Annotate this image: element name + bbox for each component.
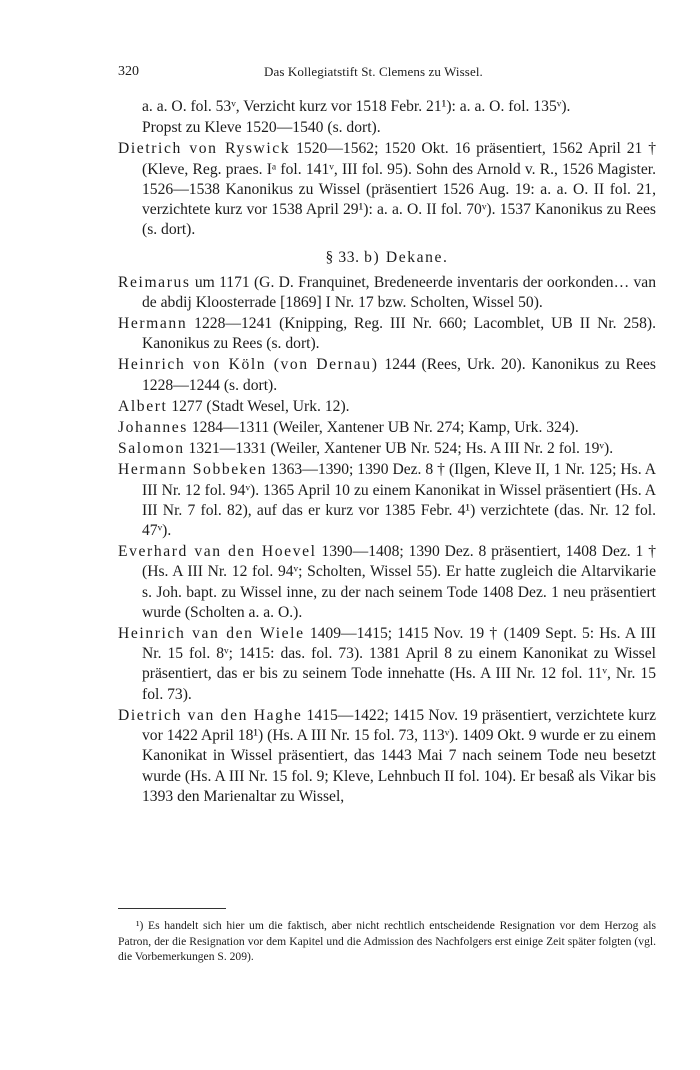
entry-text: 1228—1241 (Knipping, Reg. III Nr. 660; Lacomblet, UB II Nr. 258). Kanonikus zu Rees (s. dort). bbox=[142, 315, 656, 353]
page-body bbox=[118, 97, 656, 808]
footnote-text: Es handelt sich hier um die faktisch, aber nicht rechtlich entscheidende Resignation vor dem Herzog als Patron, der die Resignation vor dem Kapitel und die Admission des Nachfolgers erst einige Zeit später folgten (vgl. die Vorbemerkungen S. 209). bbox=[118, 919, 656, 963]
entry-everhard-van-den-hoevel bbox=[118, 542, 656, 623]
entry-johannes bbox=[118, 418, 656, 438]
entry-name: Dietrich van den Haghe bbox=[118, 706, 303, 724]
entry-text: um 1171 (G. D. Franquinet, Bredeneerde inventaris der oorkonden… van de abdij Kloosterrade [1869] I Nr. 17 bzw. Scholten, Wissel 50). bbox=[142, 273, 656, 311]
entry-text: 1244 (Rees, Urk. 20). Kanonikus zu Rees 1228—1244 (s. dort). bbox=[142, 356, 656, 394]
entry-text: 1409—1415; 1415 Nov. 19 † (1409 Sept. 5: Hs. A III Nr. 15 fol. 8ᵛ; 1415: das. fol. 73). 1381 April 8 zu einem Kanonikat zu Wissel präsentiert, das er bis zu seinem Tode innehatte (Hs. A III Nr. 12 fol. 11ᵛ, Nr. 15 fol. 73). bbox=[142, 625, 656, 703]
entry-heinrich-von-koeln bbox=[118, 355, 656, 395]
entry-albert bbox=[118, 397, 656, 417]
page-number: 320 bbox=[118, 64, 139, 79]
entry-name: Hermann bbox=[118, 315, 188, 333]
entry-text: 1284—1311 (Weiler, Xantener UB Nr. 274; Kamp, Urk. 324). bbox=[187, 419, 579, 437]
entry-hermann-sobbeken bbox=[118, 460, 656, 541]
entry-text: 1520—1562; 1520 Okt. 16 präsentiert, 1562 April 21 † (Kleve, Reg. praes. Iᵃ fol. 141ᵛ, III fol. 95). Sohn des Arnold v. R., 1526 Magister. 1526—1538 Kanonikus zu Wissel (präsentiert 1526 Aug. 19: a. a. O. II fol. 21, verzichtete kurz vor 1538 April 29¹): a. a. O. II fol. 70ᵛ). 1537 Kanonikus zu Rees (s. dort). bbox=[142, 140, 656, 239]
entry-text: 1363—1390; 1390 Dez. 8 † (Ilgen, Kleve II, 1 Nr. 125; Hs. A III Nr. 12 fol. 94ᵛ). 1365 April 10 zu einem Kanonikat in Wissel präsentiert (Hs. A III Nr. 7 fol. 82), auf das er kurz vor 1385 Febr. 4¹) verzichtete (das. Nr. 12 fol. 47ᵛ). bbox=[142, 461, 656, 540]
entry-dietrich-von-ryswick bbox=[118, 139, 656, 240]
footnote-rule bbox=[118, 908, 226, 909]
entry-name: Dietrich von Ryswick bbox=[118, 140, 291, 158]
footnote-paragraph bbox=[118, 918, 656, 965]
section-number: § 33. bbox=[325, 249, 360, 267]
continuation-line-1: a. a. O. fol. 53ᵛ, Verzicht kurz vor 1518 Febr. 21¹): a. a. O. fol. 135ᵛ). bbox=[142, 98, 571, 115]
entry-name: Johannes bbox=[118, 419, 188, 437]
entry-name: Everhard van den Hoevel bbox=[118, 543, 317, 561]
entry-dietrich-van-den-haghe bbox=[118, 706, 656, 807]
entry-text: 1415—1422; 1415 Nov. 19 präsentiert, verzichtete kurz vor 1422 April 18¹) (Hs. A III Nr. 15 fol. 73, 113ᵛ). 1409 Okt. 9 wurde er zu einem Kanonikat in Wissel präsentiert, das 1443 Mai 7 nach seinem Tode neu besetzt wurde (Hs. A III Nr. 15 fol. 9; Kleve, Lehnbuch II fol. 104). Er besaß als Vikar bis 1393 den Marienaltar zu Wissel, bbox=[142, 706, 656, 805]
entry-text: 1321—1331 (Weiler, Xantener UB Nr. 524; Hs. A III Nr. 2 fol. 19ᵛ). bbox=[184, 440, 614, 458]
entry-name: Heinrich van den Wiele bbox=[118, 625, 305, 643]
entry-hermann bbox=[118, 314, 656, 354]
continuation-line-2: Propst zu Kleve 1520—1540 (s. dort). bbox=[142, 119, 381, 137]
entry-text: 1277 (Stadt Wesel, Urk. 12). bbox=[167, 397, 350, 415]
entry-name: Reimarus bbox=[118, 273, 191, 291]
entry-text: 1390—1408; 1390 Dez. 8 präsentiert, 1408 Dez. 1 † (Hs. A III Nr. 12 fol. 94ᵛ; Scholten, Wissel 55). Er hatte zugleich die Altarvikarie s. Joh. bapt. zu Wissel inne, zu der nach seinem Tode 1408 Dez. 1 neu präsentiert wurde (Scholten a. a. O.). bbox=[142, 543, 656, 621]
footnote bbox=[118, 918, 656, 965]
running-title: Das Kollegiatstift St. Clemens zu Wissel. bbox=[264, 64, 483, 79]
entry-name: Heinrich von Köln (von Dernau) bbox=[118, 356, 379, 374]
entry-name: Salomon bbox=[118, 440, 185, 458]
entry-name: Albert bbox=[118, 397, 168, 415]
entry-heinrich-van-den-wiele bbox=[118, 624, 656, 705]
entry-reimarus bbox=[118, 273, 656, 313]
section-title: b) Dekane. bbox=[364, 249, 449, 267]
footnote-marker: ¹) bbox=[136, 919, 144, 932]
section-heading bbox=[118, 248, 656, 268]
entry-name: Hermann Sobbeken bbox=[118, 461, 268, 479]
entry-salomon bbox=[118, 439, 656, 459]
